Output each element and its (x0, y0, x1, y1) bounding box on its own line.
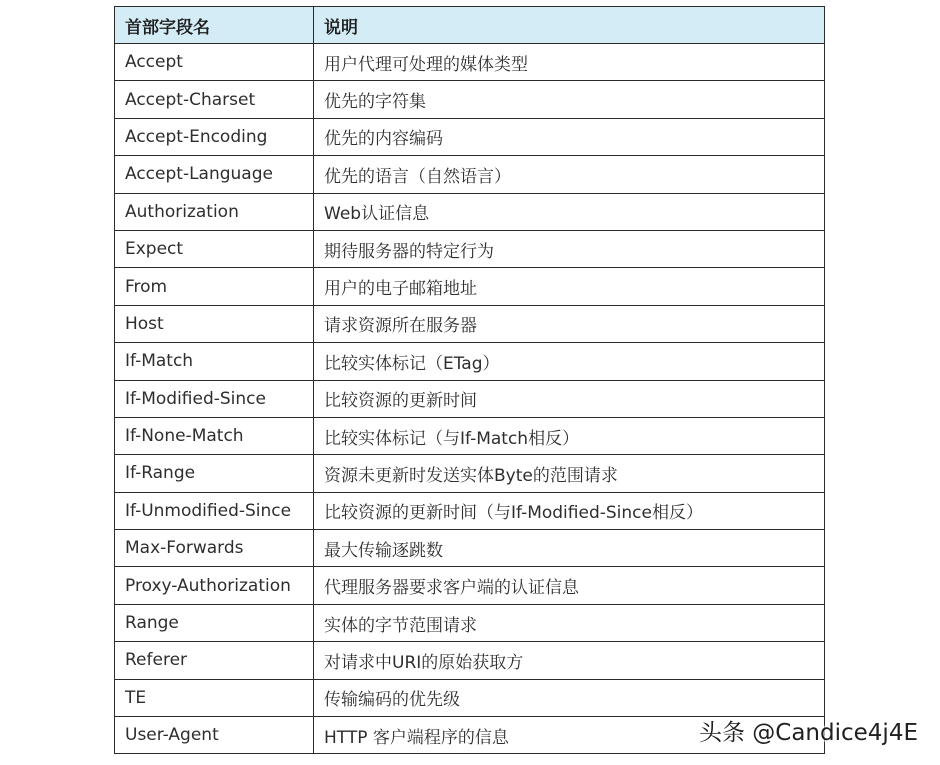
table-row (115, 604, 825, 641)
field-name-cell: Accept (115, 44, 314, 81)
description-cell: 用户的电子邮箱地址 (314, 268, 825, 305)
description-cell: 传输编码的优先级 (314, 679, 825, 716)
description-cell: 期待服务器的特定行为 (314, 230, 825, 267)
description-cell: 请求资源所在服务器 (314, 305, 825, 342)
watermark: 头条 @Candice4j4E (698, 720, 918, 746)
description-cell: HTTP 客户端程序的信息 (314, 717, 825, 754)
table-row (115, 118, 825, 155)
table-row (115, 530, 825, 567)
field-name-cell: Accept-Encoding (115, 118, 314, 155)
header-fields-table (114, 6, 825, 754)
table-row (115, 156, 825, 193)
table-row (115, 343, 825, 380)
description-cell: 优先的字符集 (314, 81, 825, 118)
table-row (115, 642, 825, 679)
table-row (115, 268, 825, 305)
table-row (115, 380, 825, 417)
table-row (115, 455, 825, 492)
table-row (115, 193, 825, 230)
description-cell: 优先的语言（自然语言） (314, 156, 825, 193)
description-cell: 代理服务器要求客户端的认证信息 (314, 567, 825, 604)
table-row (115, 230, 825, 267)
description-cell: 比较资源的更新时间 (314, 380, 825, 417)
description-cell: 比较资源的更新时间（与If-Modified-Since相反） (314, 492, 825, 529)
field-name-cell: If-Match (115, 343, 314, 380)
field-name-cell: Accept-Charset (115, 81, 314, 118)
table-body (115, 44, 825, 754)
field-name-cell: If-None-Match (115, 417, 314, 454)
description-cell: 对请求中URI的原始获取方 (314, 642, 825, 679)
table-row (115, 417, 825, 454)
column-header-field-name: 首部字段名 (115, 7, 314, 44)
field-name-cell: Max-Forwards (115, 530, 314, 567)
description-cell: 资源未更新时发送实体Byte的范围请求 (314, 455, 825, 492)
field-name-cell: If-Unmodified-Since (115, 492, 314, 529)
description-cell: 比较实体标记（ETag） (314, 343, 825, 380)
description-cell: 实体的字节范围请求 (314, 604, 825, 641)
field-name-cell: Accept-Language (115, 156, 314, 193)
field-name-cell: Range (115, 604, 314, 641)
description-cell: 优先的内容编码 (314, 118, 825, 155)
field-name-cell: If-Modified-Since (115, 380, 314, 417)
field-name-cell: User-Agent (115, 717, 314, 754)
description-cell: 用户代理可处理的媒体类型 (314, 44, 825, 81)
field-name-cell: Expect (115, 230, 314, 267)
field-name-cell: Authorization (115, 193, 314, 230)
table-header-row (115, 7, 825, 44)
table-row (115, 44, 825, 81)
table-row (115, 679, 825, 716)
table-row (115, 81, 825, 118)
header-fields-table-container (114, 6, 824, 754)
table-row (115, 305, 825, 342)
field-name-cell: TE (115, 679, 314, 716)
field-name-cell: If-Range (115, 455, 314, 492)
table-header (115, 7, 825, 44)
table-row (115, 567, 825, 604)
column-header-description: 说明 (314, 7, 825, 44)
field-name-cell: Proxy-Authorization (115, 567, 314, 604)
description-cell: 最大传输逐跳数 (314, 530, 825, 567)
table-row (115, 492, 825, 529)
field-name-cell: Referer (115, 642, 314, 679)
description-cell: Web认证信息 (314, 193, 825, 230)
field-name-cell: From (115, 268, 314, 305)
field-name-cell: Host (115, 305, 314, 342)
description-cell: 比较实体标记（与If-Match相反） (314, 417, 825, 454)
